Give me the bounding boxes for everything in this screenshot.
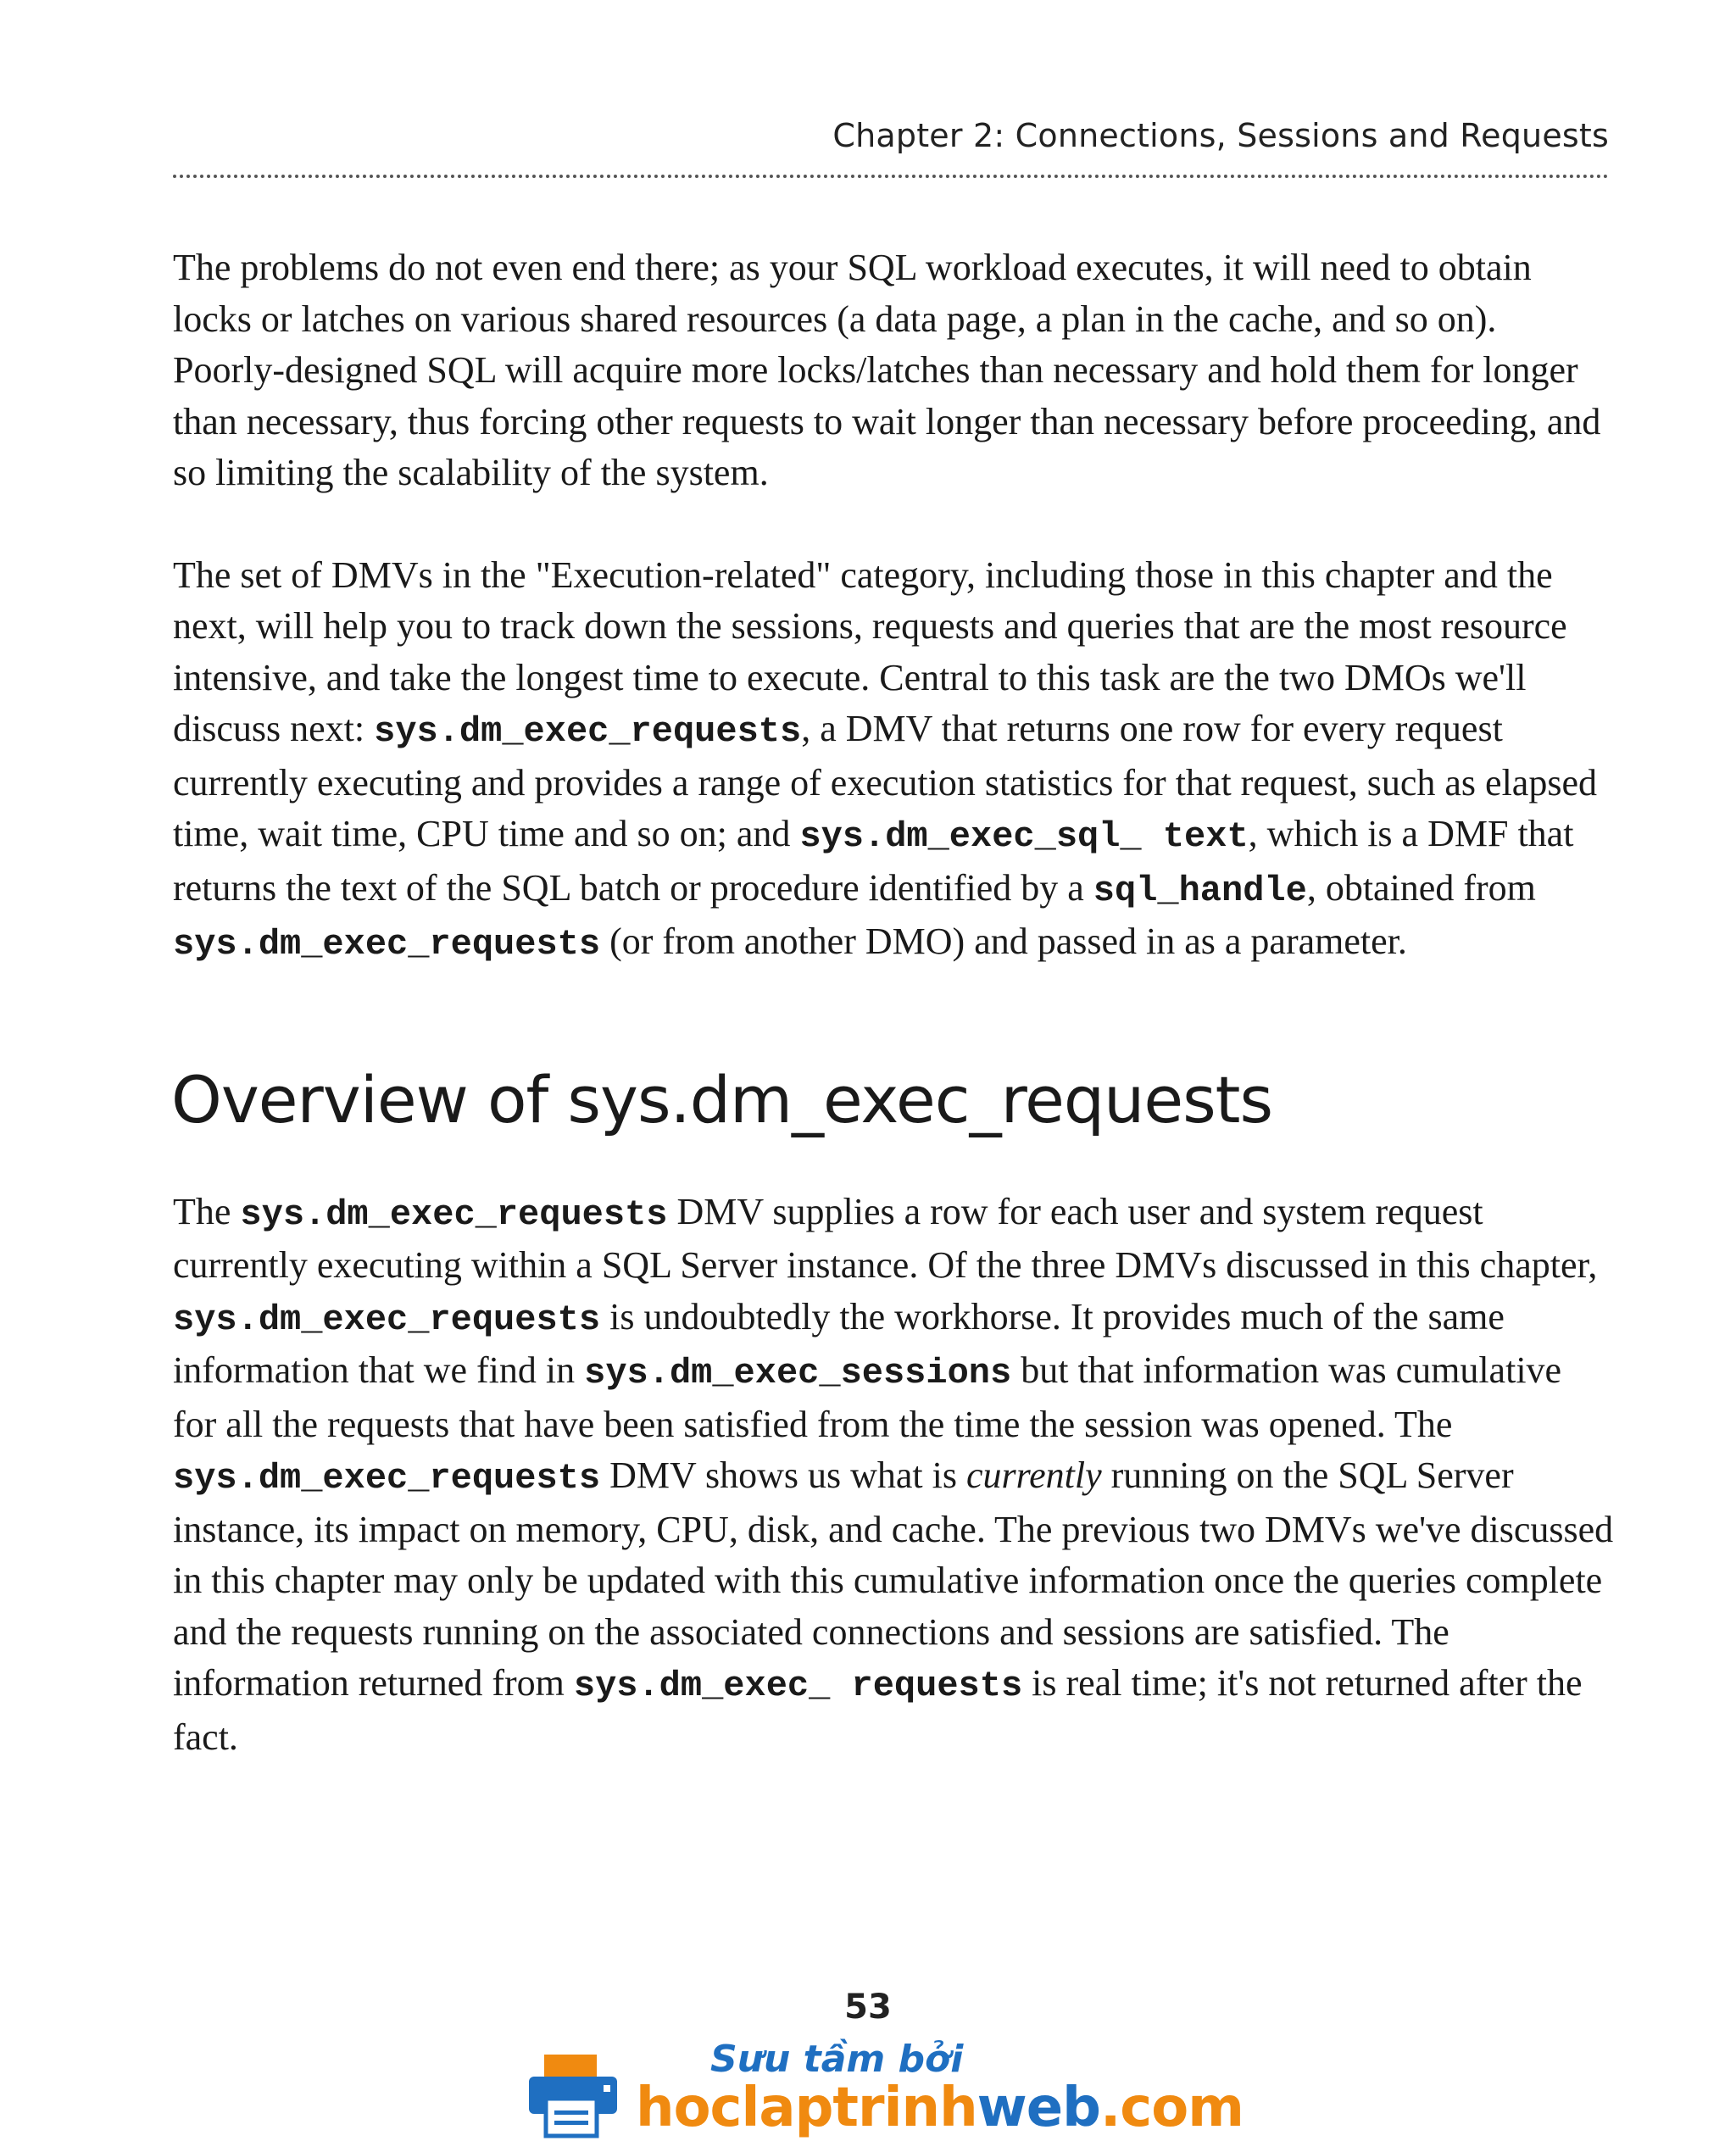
page-content	[173, 242, 1614, 1814]
code-sys-dm-exec-requests: sys.dm_exec_requests	[374, 711, 802, 752]
paragraph-2	[173, 550, 1614, 970]
running-header: Chapter 2: Connections, Sessions and Requests	[832, 117, 1609, 154]
paragraph-3-text: but that information was cumulative for all the requests that have been satisfied from the time the session was opened. The	[173, 1349, 1562, 1445]
paragraph-3-text: is undoubtedly the workhorse. It provides much of the same information that we find in	[173, 1295, 1505, 1391]
paragraph-3-text: running on the SQL Server instance, its impact on memory, CPU, disk, and cache. The previous two DMVs we've discussed in this chapter may only be updated with this cumulative information once the queries complete and the requests running on the associated connections and sessions are satisfied. The information returned from	[173, 1454, 1614, 1704]
printer-logo-icon	[526, 2051, 627, 2141]
code-sys-dm-exec-requests: sys.dm_exec_requests	[240, 1193, 668, 1235]
watermark-site-part: hoclaptrinh	[636, 2077, 977, 2139]
code-sys-dm-exec-sessions: sys.dm_exec_sessions	[584, 1353, 1012, 1393]
section-heading: Overview of sys.dm_exec_requests	[171, 1061, 1273, 1137]
code-sys-dm-exec-sql-text: sys.dm_exec_sql_ text	[799, 816, 1249, 857]
paragraph-3-text: is real time; it's not returned after the fact.	[173, 1662, 1583, 1758]
watermark-site	[636, 2077, 1244, 2139]
paragraph-3-text: The	[173, 1190, 241, 1232]
paragraph-1-text: The problems do not even end there; as your SQL workload executes, it will need to obtain locks or latches on various shared resources (a data page, a plan in the cache, and so on). Poorly-designed SQL will acquire more locks/latches than necessary and hold them for longer than necessary, thus forcing other requests to wait longer than necessary before proceeding, and so limiting the scalability of the system.	[173, 247, 1601, 493]
paragraph-2-text: (or from another DMO) and passed in as a parameter.	[600, 920, 1407, 962]
paragraph-2-text: , a DMV that returns one row for every request currently executing and provides a range of execution statistics for that request, such as elapsed time, wait time, CPU time and so on; and	[173, 708, 1597, 854]
watermark-tagline: Sưu tầm bởi	[710, 2038, 964, 2081]
code-sys-dm-exec-requests: sys.dm_exec_ requests	[573, 1666, 1023, 1706]
code-sys-dm-exec-requests: sys.dm_exec_requests	[173, 1299, 601, 1340]
emphasis-currently: currently	[966, 1454, 1102, 1496]
code-sql-handle: sql_handle	[1093, 870, 1307, 911]
paragraph-3	[173, 1187, 1614, 1764]
paragraph-2-text: The set of DMVs in the "Execution-related" category, including those in this chapter and the next, will help you to track down the sessions, requests and queries that are the most resource intensive, and take the longest time to execute. Central to this task are the two DMOs we'll discuss next:	[173, 553, 1567, 749]
paragraph-1	[173, 242, 1614, 499]
paragraph-2-text: , which is a DMF that returns the text of the SQL batch or procedure identified by a	[173, 813, 1574, 909]
paragraph-3-text: DMV supplies a row for each user and system request currently executing within a SQL Server instance. Of the three DMVs discussed in this chapter,	[173, 1190, 1598, 1286]
code-sys-dm-exec-requests: sys.dm_exec_requests	[173, 924, 601, 965]
page-number: 53	[844, 1988, 892, 2027]
watermark-site-part: web	[976, 2077, 1100, 2139]
paragraph-3-text: DMV shows us what is	[600, 1454, 966, 1496]
code-sys-dm-exec-requests: sys.dm_exec_requests	[173, 1458, 601, 1499]
watermark	[526, 2034, 1244, 2141]
watermark-site-part: .com	[1099, 2077, 1244, 2139]
paragraph-2-text: , obtained from	[1306, 866, 1536, 909]
header-dotted-rule	[173, 175, 1609, 178]
